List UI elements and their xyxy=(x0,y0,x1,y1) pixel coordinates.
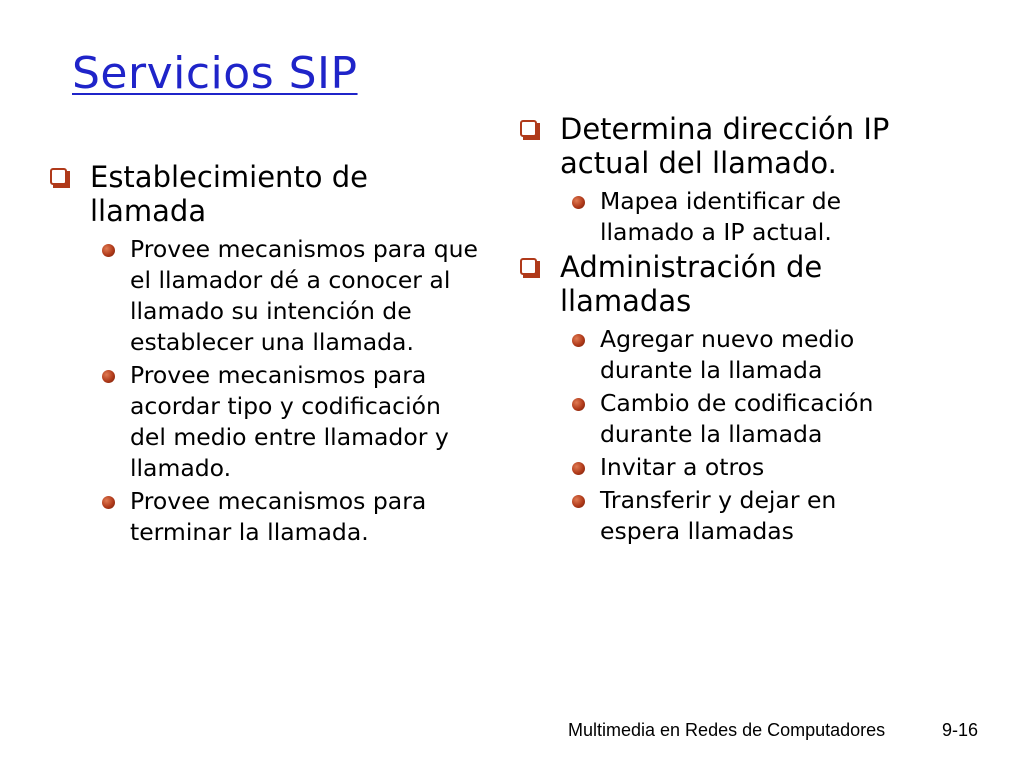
subbullet-mecanismos-intencion xyxy=(50,234,480,358)
round-bullet-icon xyxy=(102,244,115,257)
square-bullet-icon xyxy=(520,258,537,275)
round-bullet-icon xyxy=(572,334,585,347)
subbullet-text: Provee mecanismos para terminar la llamada. xyxy=(130,487,427,546)
round-bullet-icon xyxy=(572,398,585,411)
subbullet-text: Transferir y dejar en espera llamadas xyxy=(600,486,837,545)
bullet-text: Administración de llamadas xyxy=(560,250,823,318)
square-bullet-icon xyxy=(520,120,537,137)
left-column xyxy=(50,160,480,550)
subbullet-text: Mapea identificar de llamado a IP actual. xyxy=(600,187,842,246)
subbullet-text: Provee mecanismos para acordar tipo y codificación del medio entre llamador y llamado. xyxy=(130,361,449,482)
subbullet-text: Agregar nuevo medio durante la llamada xyxy=(600,325,855,384)
subbullet-invitar xyxy=(520,452,920,483)
subbullet-mecanismos-terminar xyxy=(50,486,480,548)
slide-title: Servicios SIP xyxy=(72,48,358,99)
subbullet-text: Provee mecanismos para que el llamador dé a conocer al llamado su intención de establecer una llamada. xyxy=(130,235,479,356)
square-bullet-icon xyxy=(50,168,67,185)
subbullet-text: Cambio de codificación durante la llamada xyxy=(600,389,874,448)
right-column xyxy=(520,112,920,549)
subbullet-cambio-codificacion xyxy=(520,388,920,450)
subbullet-transferir xyxy=(520,485,920,547)
round-bullet-icon xyxy=(102,496,115,509)
round-bullet-icon xyxy=(572,196,585,209)
bullet-text: Determina dirección IP actual del llamado. xyxy=(560,112,890,180)
round-bullet-icon xyxy=(102,370,115,383)
bullet-establecimiento xyxy=(50,160,480,228)
subbullet-text: Invitar a otros xyxy=(600,453,765,481)
round-bullet-icon xyxy=(572,495,585,508)
footer-page-number: 9-16 xyxy=(942,720,979,740)
round-bullet-icon xyxy=(572,462,585,475)
subbullet-mecanismos-acordar xyxy=(50,360,480,484)
subbullet-mapea xyxy=(520,186,920,248)
bullet-administracion xyxy=(520,250,920,318)
bullet-determina-ip xyxy=(520,112,920,180)
footer-course-title: Multimedia en Redes de Computadores xyxy=(568,720,886,740)
bullet-text: Establecimiento de llamada xyxy=(90,160,368,228)
subbullet-agregar-medio xyxy=(520,324,920,386)
